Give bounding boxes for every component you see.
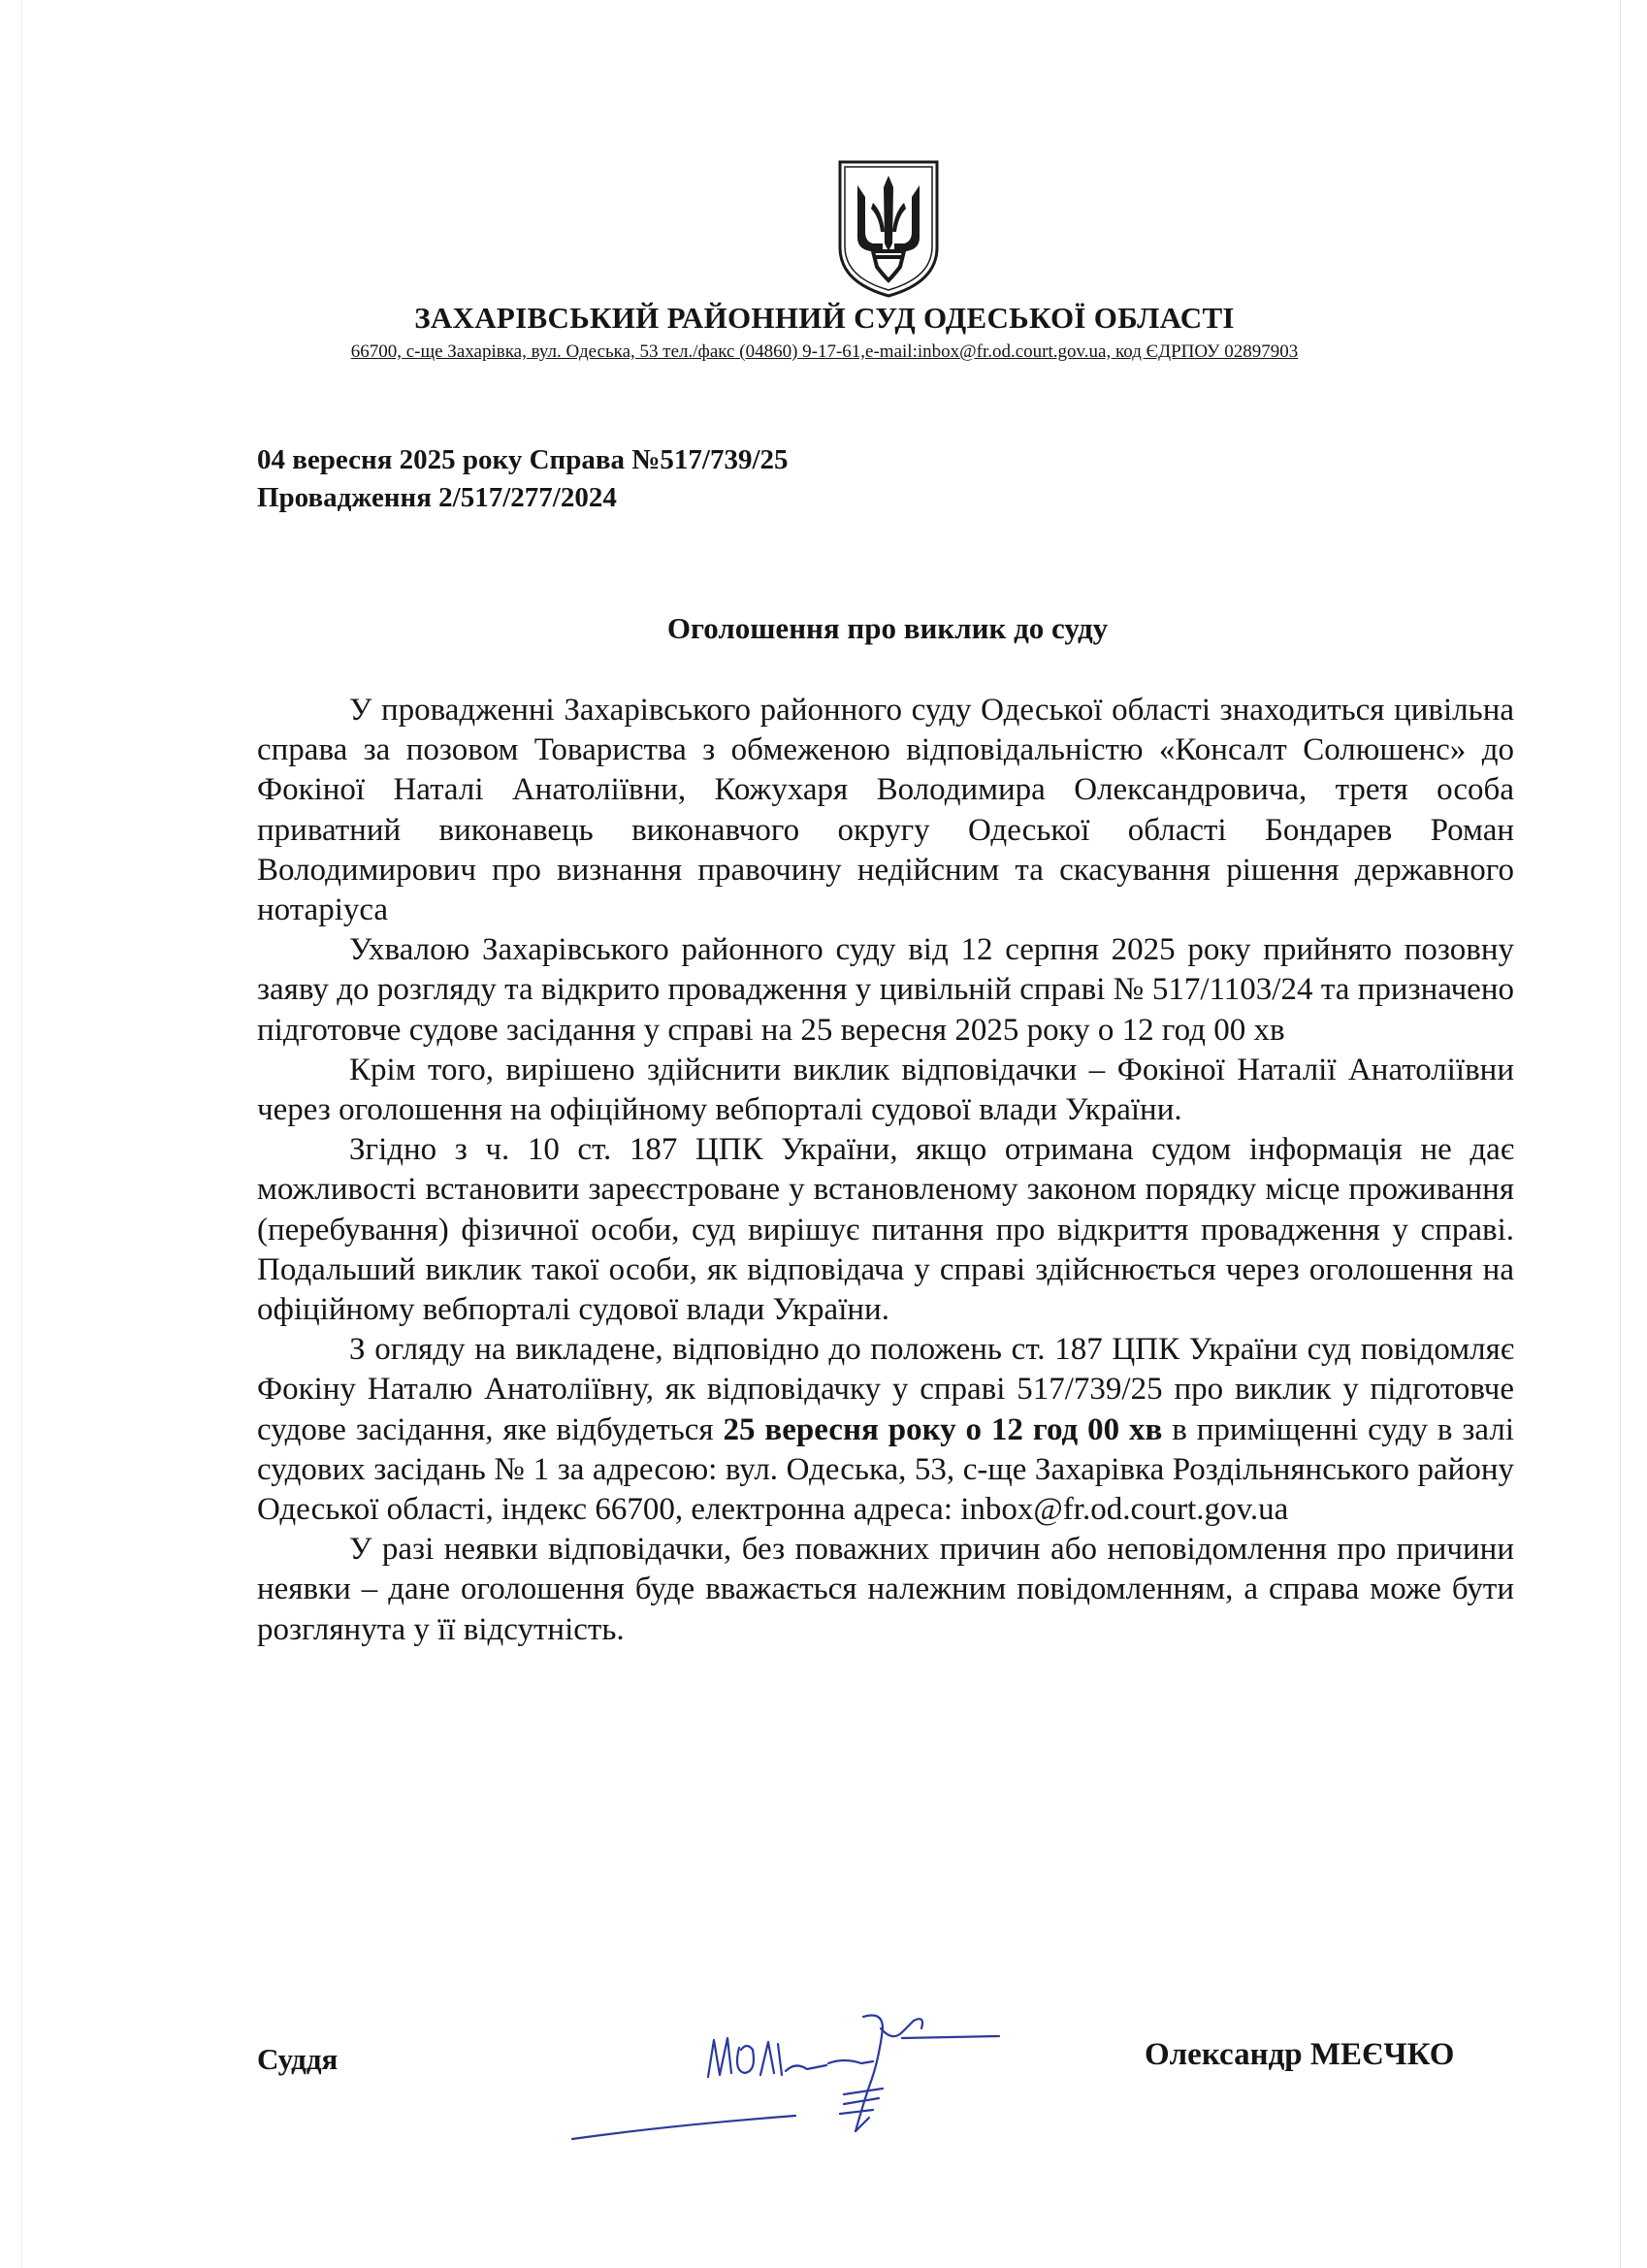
hearing-notice-text-end: в приміщенні суду в залі судових засідань № 1 за адресою: вул. Одеська, 53, с-ще Захарівка Роздільнянського району Одеської області, індекс 66700, електронна адреса: inbox@fr.od.court.gov.ua xyxy=(257,1411,1514,1528)
judge-role-label: Суддя xyxy=(257,2042,339,2076)
proceeding-number: Провадження 2/517/277/2024 xyxy=(257,482,617,513)
paragraph-case-description: У провадженні Захарівського районного суду Одеської області знаходиться цивільна справа за позовом Товариства з обмеженою відповідальністю «Консалт Солюшенс» до Фокіної Наталі Анатоліївни, Кожухаря Володимира Олександровича, третя особа приватний виконавець виконавчого округу Одеської області Бондарев Роман Володимирович про визнання правочину недійсним та скасування рішення державного нотаріуса xyxy=(257,693,1514,928)
scan-left-edge xyxy=(21,0,22,2268)
notice-title: Оголошення про виклик до суду xyxy=(666,611,1109,645)
paragraph-summons-method: Крім того, вирішено здійснити виклик відповідачки – Фокіної Наталії Анатоліївни через оголошення на офіційному вебпорталі судової влади України. xyxy=(257,1052,1514,1128)
paragraph-legal-basis: Згідно з ч. 10 ст. 187 ЦПК України, якщо отримана судом інформація не дає можливості встановити зареєстроване у встановленому законом порядку місце проживання (перебування) фізичної особи, суд вирішує питання про відкриття провадження у справі. Подальший виклик такої особи, як відповідача у справі здійснюється через оголошення на офіційному вебпорталі судової влади України. xyxy=(257,1132,1514,1328)
trident-coat-of-arms-icon xyxy=(836,158,941,300)
notice-body xyxy=(257,691,1514,1650)
hearing-date-time: 25 вересня року о 12 год 00 хв xyxy=(723,1411,1163,1447)
judge-name: Олександр МЕЄЧКО xyxy=(1145,2037,1455,2072)
paragraph-hearing-notice xyxy=(257,1330,1514,1530)
scan-right-edge xyxy=(1620,0,1621,2268)
paragraph-non-appearance: У разі неявки відповідачки, без поважних причин або неповідомлення про причини неявки – дане оголошення буде вважається належним повідомленням, а справа може бути розглянута у її відсутність. xyxy=(257,1532,1514,1647)
paragraph-court-ruling: Ухвалою Захарівського районного суду від 12 серпня 2025 року прийнято позовну заяву до розгляду та відкрито провадження у цивільній справі № 517/1103/24 та призначено підготовче судове засідання у справі на 25 вересня 2025 року о 12 год 00 хв xyxy=(257,932,1514,1048)
hearing-notice-text-start: З огляду на викладене, відповідно до положень ст. 187 ЦПК України суд повідомляє Фокіну Наталю Анатоліївну, як відповідачку у справі 517/739/25 про виклик у підготовче судове засідання, яке відбудеться xyxy=(257,1332,1514,1447)
court-name: ЗАХАРІВСЬКИЙ РАЙОННИЙ СУД ОДЕСЬКОЇ ОБЛАСТІ xyxy=(414,301,1235,335)
court-address: 66700, с-ще Захарівка, вул. Одеська, 53 тел./факс (04860) 9-17-61,e-mail:inbox@fr.od.court.gov.ua, код ЄДРПОУ 02897903 xyxy=(350,341,1299,362)
handwritten-signature-icon xyxy=(553,1993,1009,2149)
case-date-number: 04 вересня 2025 року Справа №517/739/25 xyxy=(257,444,789,475)
